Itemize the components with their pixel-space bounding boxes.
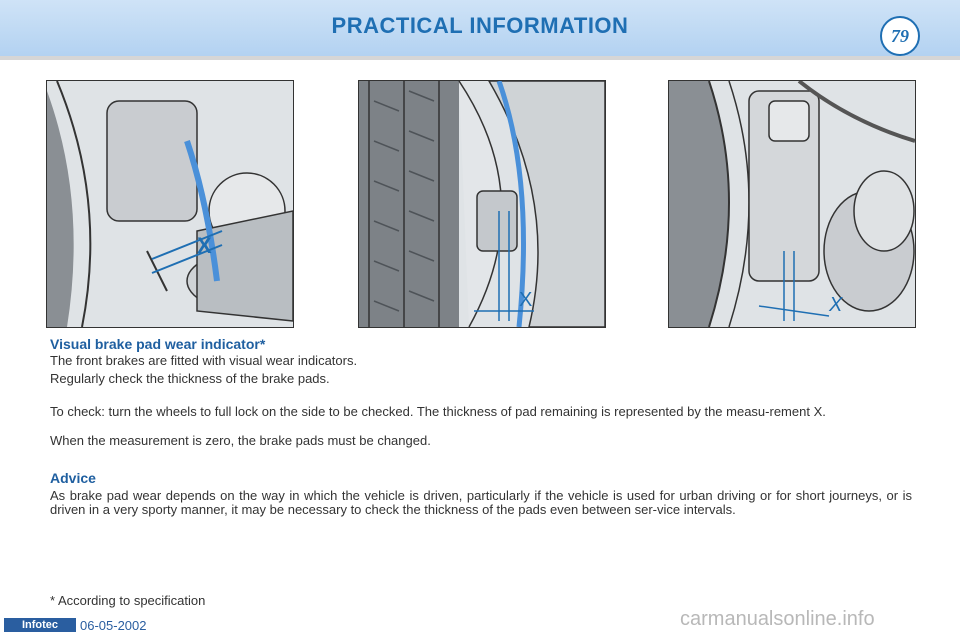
wear-indicator-line1: The front brakes are fitted with visual wear indicators.	[50, 353, 358, 368]
page-number: 79	[880, 16, 920, 56]
page-title: PRACTICAL INFORMATION	[331, 13, 629, 38]
footnote: * According to specification	[50, 593, 206, 608]
infotec-logo: Infotec	[4, 618, 76, 632]
header-divider	[0, 56, 960, 60]
wear-indicator-check-paragraph: To check: turn the wheels to full lock on the side to be checked. The thickness of pad remaining is represented by the measu-rement X.	[50, 404, 826, 419]
measure-x-label-3: X	[829, 294, 843, 316]
measure-x-label-2: X	[519, 289, 533, 311]
footer-date: 06-05-2002	[80, 618, 147, 633]
advice-heading: Advice	[50, 470, 96, 486]
wear-indicator-heading: Visual brake pad wear indicator*	[50, 336, 266, 352]
advice-paragraph: As brake pad wear depends on the way in which the vehicle is driven, particularly if the vehicle is used for urban driving or for short journeys, or is driven in a very sporty manner, it may be necessary to check the thickness of the pads even between ser-vice intervals.	[50, 488, 912, 517]
brake-caliper-illustration-1	[46, 80, 294, 328]
watermark: carmanualsonline.info	[680, 608, 875, 630]
brake-caliper-illustration-2	[358, 80, 606, 328]
brake-caliper-illustration-3	[668, 80, 916, 328]
wear-indicator-zero-paragraph: When the measurement is zero, the brake pads must be changed.	[50, 433, 431, 448]
measure-x-label-1: X	[197, 233, 212, 258]
wear-indicator-line2: Regularly check the thickness of the brake pads.	[50, 371, 330, 386]
